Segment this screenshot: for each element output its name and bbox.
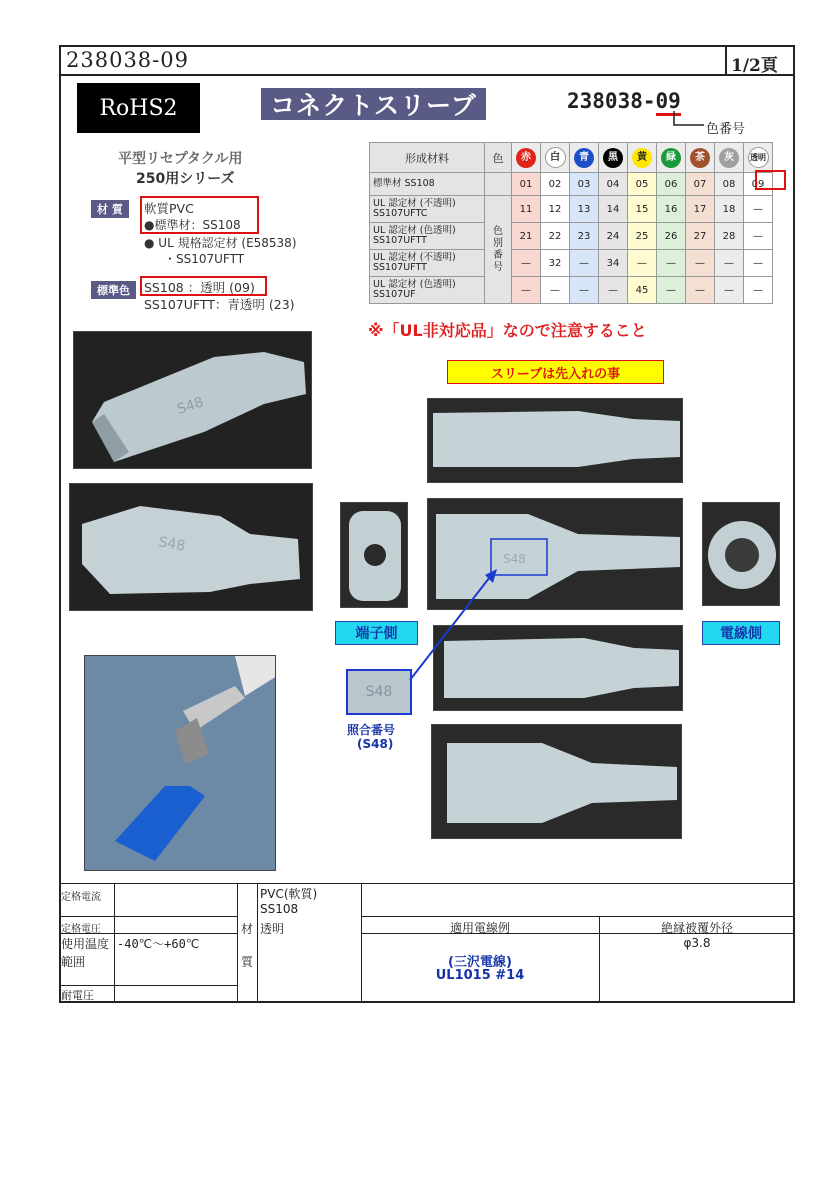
sleeve-photo-top-left [73, 331, 312, 469]
std-color-line2: SS107UFTT：青透明 (23) [144, 297, 295, 312]
std-color-line1: SS108 ：透明 (09) [144, 280, 255, 295]
header-divider [59, 74, 795, 76]
table-cell: 28 [715, 223, 744, 250]
table-row [370, 277, 773, 304]
row-label: UL 認定材 (色透明) SS107UF [370, 277, 485, 304]
table-cell: 12 [541, 196, 570, 223]
mark-closeup [346, 669, 412, 715]
table-cell: 24 [599, 223, 628, 250]
table-cell: 08 [715, 173, 744, 196]
color-header-8 [715, 143, 744, 173]
table-cell: 04 [599, 173, 628, 196]
sleeve-end-photo-wire [702, 502, 780, 606]
table-cell: 09 [744, 173, 773, 196]
rohs-badge: RoHS2 [77, 83, 200, 133]
table-cell: 27 [686, 223, 715, 250]
sleeve-first-note: スリーブは先入れの事 [447, 360, 664, 384]
table-cell: — [657, 277, 686, 304]
color-header-1 [512, 143, 541, 173]
insulation-header: 絶縁被覆外径 [660, 921, 733, 935]
table-cell: — [570, 277, 599, 304]
product-title: コネクトスリーブ [261, 88, 486, 120]
embossed-text: S48 [175, 394, 206, 418]
color-header-7 [686, 143, 715, 173]
table-cell: 01 [512, 173, 541, 196]
table-cell: 32 [541, 250, 570, 277]
withstand-voltage-label: 耐電圧 [61, 989, 94, 1002]
wire-side-label: 電線側 [702, 621, 780, 645]
bottom-table-top [59, 883, 795, 884]
header-material: 形成材料 [370, 143, 485, 173]
material-tag: 材 質 [91, 200, 129, 218]
sleeve-photo-side-1 [427, 398, 683, 483]
table-cell: — [599, 277, 628, 304]
color-swatch: 青 [574, 148, 594, 168]
material-label-1: 材 [241, 922, 254, 936]
table-cell: — [628, 250, 657, 277]
table-cell: 23 [570, 223, 599, 250]
header-color: 色 [485, 143, 512, 173]
table-cell: 34 [599, 250, 628, 277]
terminal-insert-photo [84, 655, 276, 871]
subtitle-receptacle: 平型リセプタクル用 [118, 151, 243, 167]
part-number: 238038-09 [567, 89, 681, 113]
table-cell: 03 [570, 173, 599, 196]
material-line4: ・SS107UFTT [164, 252, 245, 266]
table-cell: — [512, 277, 541, 304]
color-header-6 [657, 143, 686, 173]
color-code-label: 色番号 [706, 122, 746, 137]
subtitle-series: 250用シリーズ [136, 171, 235, 187]
table-cell: 14 [599, 196, 628, 223]
table-cell: — [686, 277, 715, 304]
mark-value: (S48) [357, 737, 394, 751]
wire-example-header: 適用電線例 [449, 921, 510, 935]
color-code-pointer [668, 111, 708, 131]
color-header-3 [570, 143, 599, 173]
table-row [370, 196, 773, 223]
table-cell: — [744, 196, 773, 223]
document-number: 238038-09 [66, 48, 189, 72]
table-cell: 26 [657, 223, 686, 250]
table-cell: 18 [715, 196, 744, 223]
wire-spec: UL1015 #14 [435, 968, 525, 983]
color-swatch: 灰 [719, 148, 739, 168]
table-cell: 17 [686, 196, 715, 223]
color-header-4 [599, 143, 628, 173]
table-row [370, 173, 773, 196]
table-cell: 06 [657, 173, 686, 196]
table-cell: 15 [628, 196, 657, 223]
table-cell: 13 [570, 196, 599, 223]
row-label: UL 認定材 (色透明) SS107UFTT [370, 223, 485, 250]
table-cell: — [570, 250, 599, 277]
material-label-2: 質 [241, 955, 254, 969]
table-row [370, 250, 773, 277]
selected-code-highlight [755, 170, 786, 190]
material-value-1: PVC(軟質) [260, 887, 318, 901]
row-label: UL 認定材 (不透明) SS107UFTT [370, 250, 485, 277]
color-swatch: 赤 [516, 148, 536, 168]
color-swatch: 黄 [632, 148, 652, 168]
table-cell: 05 [628, 173, 657, 196]
color-header-5 [628, 143, 657, 173]
row-label: UL 認定材 (不透明) SS107UFTC [370, 196, 485, 223]
mark-closeup-text: S48 [365, 684, 393, 700]
color-swatch: 茶 [690, 148, 710, 168]
insulation-value: φ3.8 [683, 936, 711, 950]
table-cell: 07 [686, 173, 715, 196]
table-cell: — [715, 250, 744, 277]
table-cell: 25 [628, 223, 657, 250]
embossed-text-2: S48 [157, 534, 187, 555]
color-swatch: 緑 [661, 148, 681, 168]
sleeve-photo-side-4 [431, 724, 682, 839]
temp-range-label-2: 範囲 [61, 955, 86, 969]
sleeve-end-photo-terminal [340, 502, 408, 608]
mark-title: 照合番号 [347, 723, 396, 737]
table-cell: — [744, 223, 773, 250]
rated-current-label: 定格電流 [61, 892, 101, 903]
table-cell: — [744, 250, 773, 277]
color-number-side-label: 色 別 番 号 [485, 196, 512, 304]
terminal-side-label: 端子側 [335, 621, 418, 645]
table-cell: — [686, 250, 715, 277]
color-swatch: 透明 [748, 147, 769, 168]
table-cell: 11 [512, 196, 541, 223]
table-cell: 45 [628, 277, 657, 304]
color-number-table [369, 142, 773, 304]
table-cell: 16 [657, 196, 686, 223]
table-cell: 21 [512, 223, 541, 250]
table-cell: 02 [541, 173, 570, 196]
table-cell: — [715, 277, 744, 304]
color-header-2 [541, 143, 570, 173]
row-label: 標準材 SS108 [370, 173, 485, 196]
material-line3: ● UL 規格認定材 (E58538) [144, 236, 297, 250]
ul-warning: ※「UL非対応品」なので注意すること [368, 321, 647, 340]
table-cell: — [657, 250, 686, 277]
table-cell: — [512, 250, 541, 277]
color-swatch: 黒 [603, 148, 623, 168]
mark-pointer-arrow [405, 565, 500, 685]
table-cell: 22 [541, 223, 570, 250]
color-swatch: 白 [545, 147, 566, 168]
material-line1: 軟質PVC [144, 201, 194, 216]
table-row [370, 223, 773, 250]
table-cell: — [744, 277, 773, 304]
temp-range-value: -40℃～+60℃ [117, 937, 200, 951]
embossed-text-3: S48 [503, 552, 526, 566]
material-line2: ●標準材：SS108 [144, 218, 241, 232]
std-color-tag: 標準色 [91, 281, 136, 299]
sleeve-photo-mid-left [69, 483, 313, 611]
temp-range-label-1: 使用温度 [61, 937, 110, 951]
material-value-2: SS108 [260, 902, 299, 916]
color-header-9 [744, 143, 773, 173]
material-value-3: 透明 [260, 922, 285, 936]
page-number: 1/2頁 [731, 56, 778, 76]
table-cell: — [541, 277, 570, 304]
header-page-divider [725, 45, 727, 75]
rated-voltage-label: 定格電圧 [61, 924, 101, 935]
wire-maker: (三沢電線) [448, 955, 512, 970]
